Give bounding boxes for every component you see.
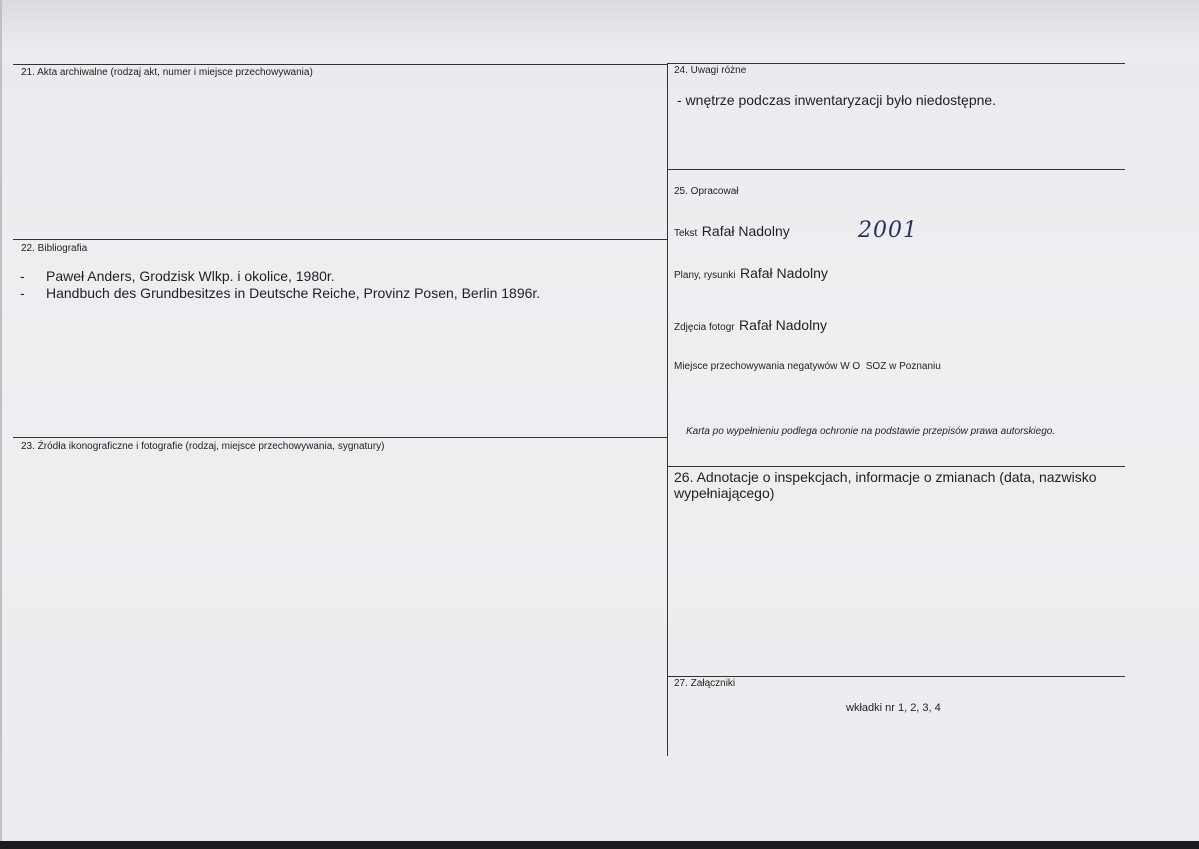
rule-section-21-top (13, 64, 667, 65)
tekst-row (674, 223, 790, 241)
zdjecia-row (674, 317, 827, 335)
rule-section-26-top (667, 466, 1125, 467)
rule-section-27-top (667, 676, 1125, 677)
scan-top-band (0, 0, 1199, 58)
negatywy-row (674, 361, 941, 372)
bibliography-text: Paweł Anders, Grodzisk Wlkp. i okolice, 1980r. (46, 268, 335, 284)
tekst-label: Tekst (674, 228, 698, 239)
bibliography-item (20, 285, 541, 301)
bibliography-dash: - (20, 285, 25, 301)
scan-left-edge (0, 0, 2, 849)
bibliography-item (20, 268, 335, 284)
plany-row (674, 265, 828, 283)
negatywy-value: W O SOZ w Poznaniu (840, 361, 941, 372)
negatywy-label: Miejsce przechowywania negatywów (674, 361, 838, 372)
section-24-note: - wnętrze podczas inwentaryzacji było niedostępne. (677, 92, 997, 108)
column-divider (667, 63, 668, 756)
section-27-value: wkładki nr 1, 2, 3, 4 (846, 702, 941, 714)
rule-section-24-top (667, 63, 1125, 64)
section-21-label: 21. Akta archiwalne (rodzaj akt, numer i miejsce przechowywania) (21, 67, 313, 78)
handwritten-year: 2001 (858, 218, 918, 243)
bibliography-dash: - (20, 268, 25, 284)
copyright-note: Karta po wypełnieniu podlega ochronie na podstawie przepisów prawa autorskiego. (686, 426, 1056, 437)
section-24-label: 24. Uwagi różne (674, 65, 747, 76)
zdjecia-value: Rafał Nadolny (739, 317, 827, 333)
rule-section-22-top (13, 239, 667, 240)
plany-label: Plany, rysunki (674, 270, 736, 281)
plany-value: Rafał Nadolny (739, 265, 828, 281)
rule-section-23-top (13, 437, 667, 438)
section-26-label: 26. Adnotacje o inspekcjach, informacje o zmianach (data, nazwisko wypełniającego) (674, 469, 1097, 501)
section-25-label: 25. Opracował (674, 186, 739, 197)
section-23-label: 23. Źródła ikonograficzne i fotografie (rodzaj, miejsce przechowywania, sygnatury) (21, 441, 385, 452)
section-22-label: 22. Bibliografia (21, 243, 88, 254)
rule-section-25-top (667, 169, 1125, 170)
section-27-label: 27. Załączniki (674, 678, 736, 689)
scan-bottom-band (0, 841, 1199, 849)
zdjecia-label: Zdjęcia fotogr (674, 322, 735, 333)
bibliography-text: Handbuch des Grundbesitzes in Deutsche Reiche, Provinz Posen, Berlin 1896r. (46, 285, 541, 301)
tekst-value: Rafał Nadolny (701, 223, 790, 239)
